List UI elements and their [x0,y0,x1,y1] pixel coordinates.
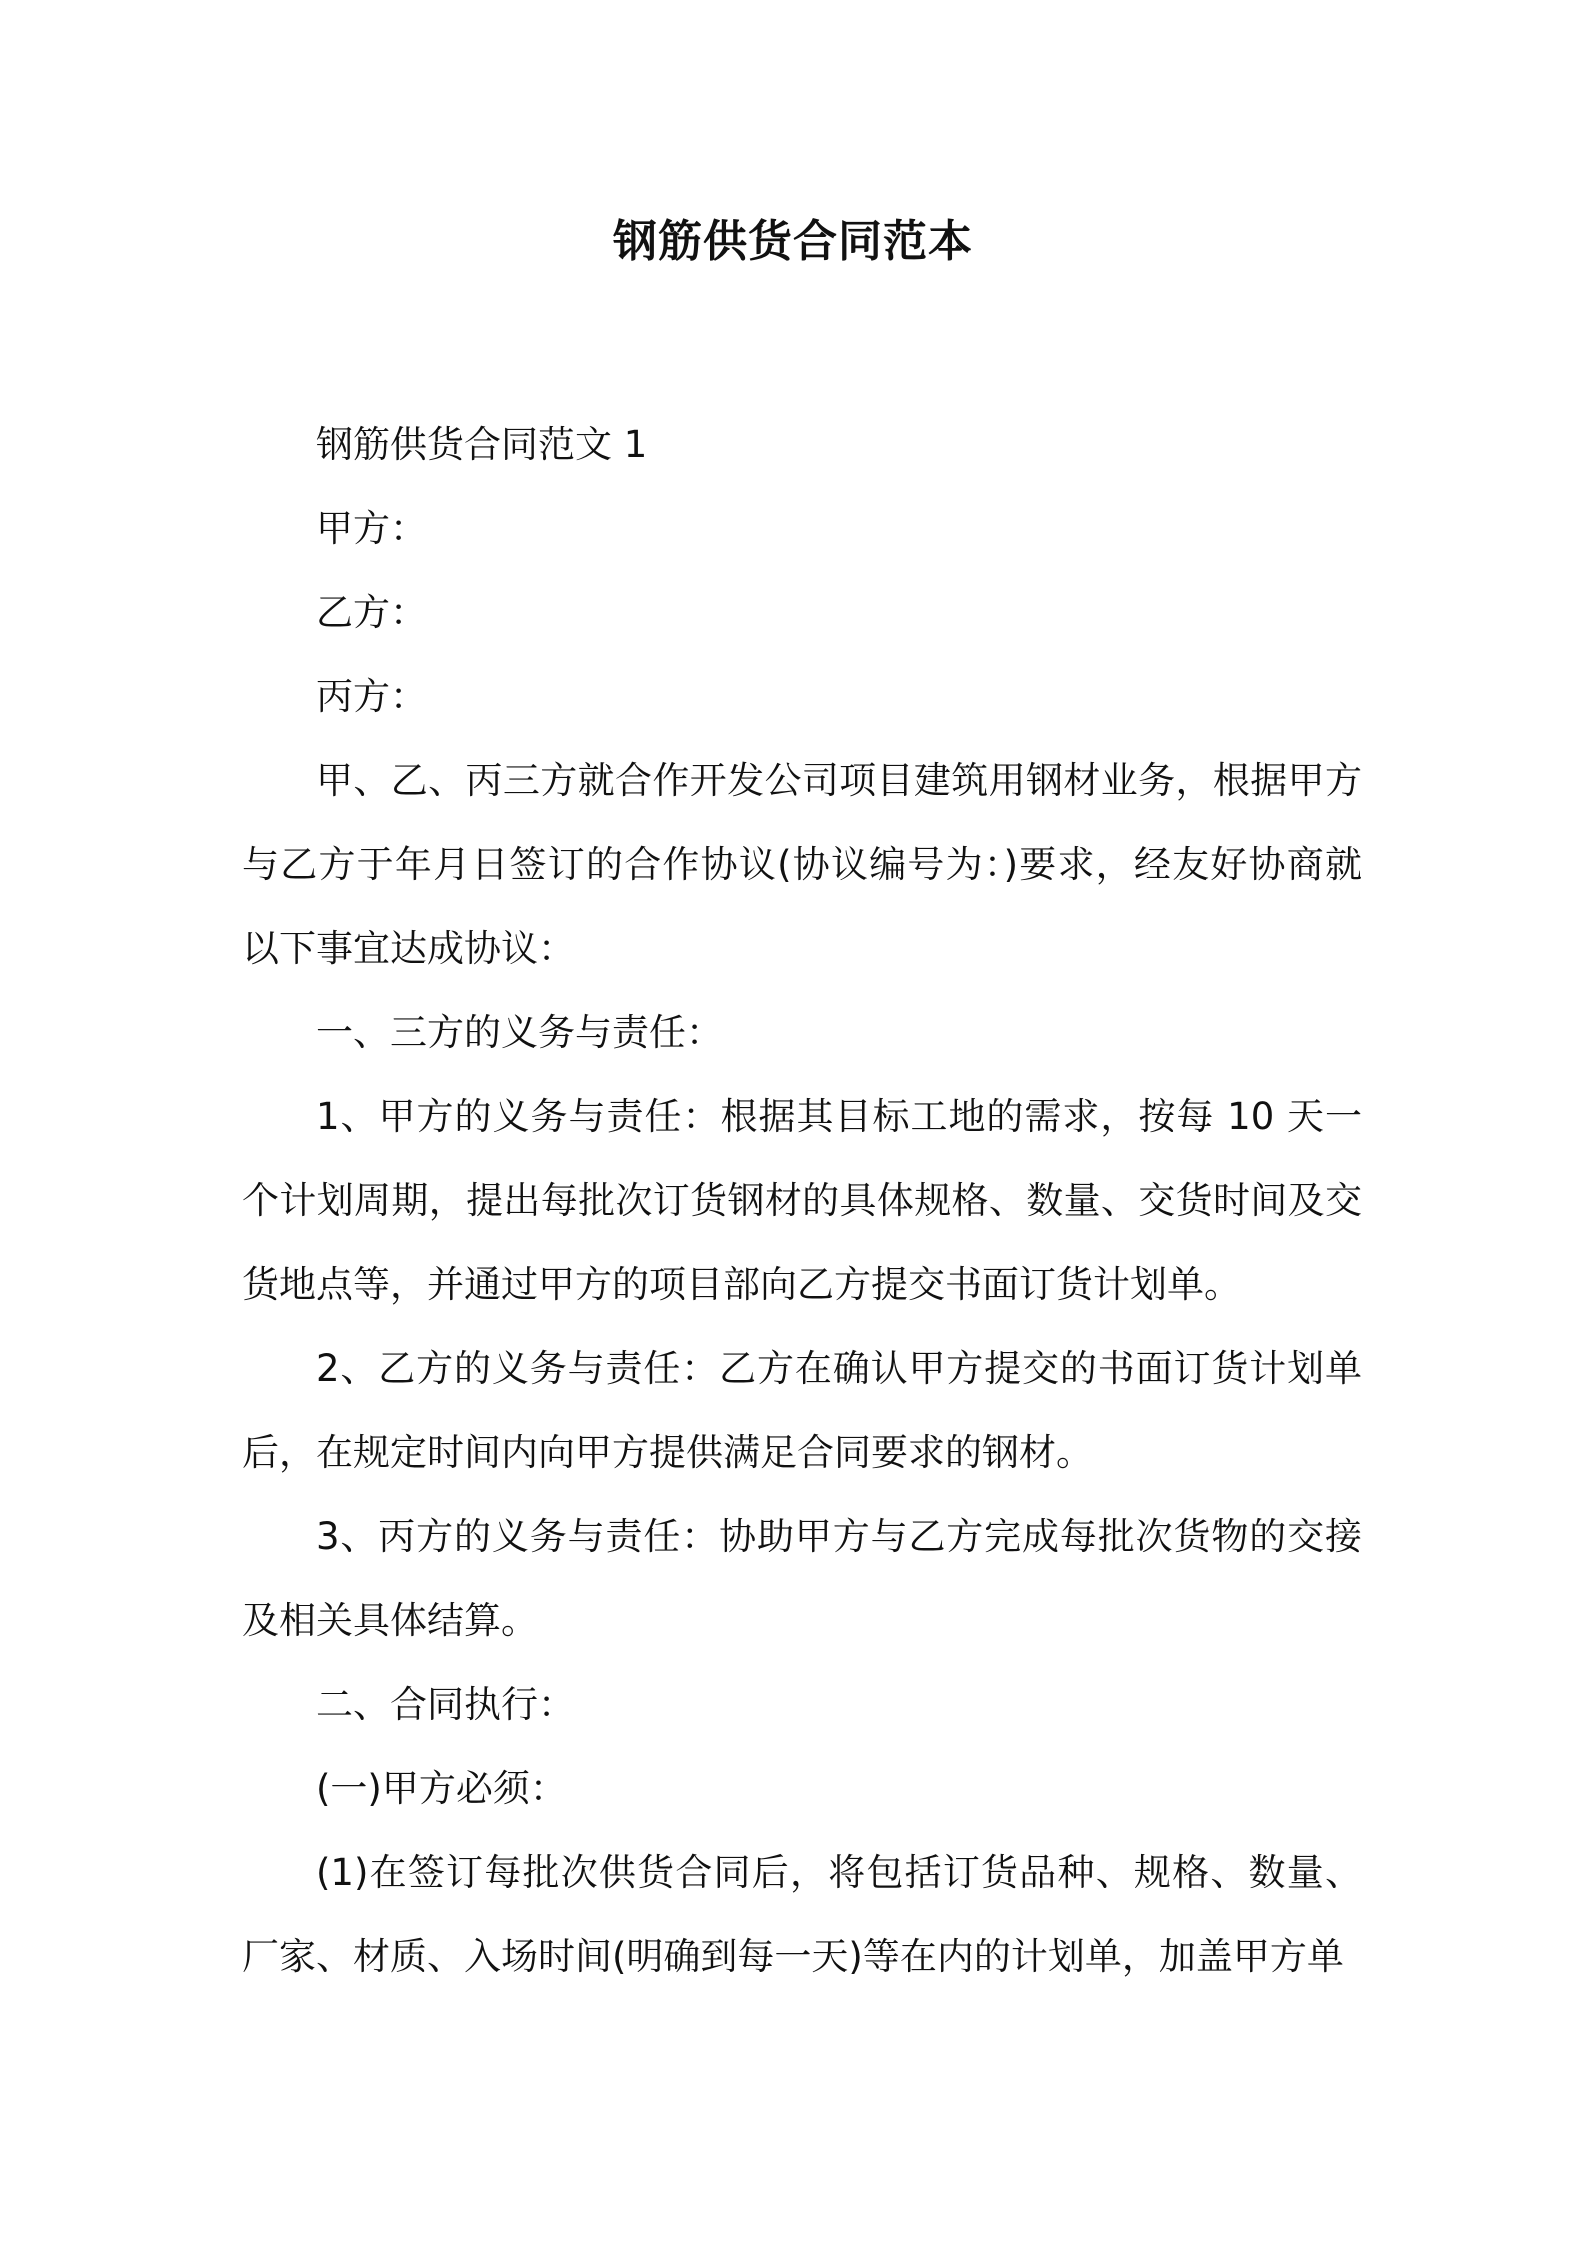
paragraph: 乙方： [316,591,427,634]
paragraph: (一)甲方必须： [316,1767,567,1810]
paragraph: 1、甲方的义务与责任：根据其目标工地的需求，按每 10 天一个计划周期，提出每批次订货钢材的具体规格、数量、交货时间及交货地点等，并通过甲方的项目部向乙方提交书面订货计划单。 [242,1095,1362,1306]
paragraph: (1)在签订每批次供货合同后，将包括订货品种、规格、数量、厂家、材质、入场时间(明确到每一天)等在内的计划单，加盖甲方单 [242,1851,1362,1978]
paragraph: 一、三方的义务与责任： [316,1011,723,1054]
paragraph: 二、合同执行： [316,1683,575,1726]
document-title: 钢筋供货合同范本 [613,216,973,267]
paragraph: 丙方： [316,675,427,718]
paragraph: 甲、乙、丙三方就合作开发公司项目建筑用钢材业务，根据甲方与乙方于年月日签订的合作协议(协议编号为：)要求，经友好协商就以下事宜达成协议： [242,759,1362,970]
paragraph: 甲方： [316,507,427,550]
document-body [242,403,1362,1999]
paragraph: 钢筋供货合同范文 1 [316,423,648,466]
paragraph: 2、乙方的义务与责任：乙方在确认甲方提交的书面订货计划单后，在规定时间内向甲方提供满足合同要求的钢材。 [242,1347,1362,1474]
paragraph: 3、丙方的义务与责任：协助甲方与乙方完成每批次货物的交接及相关具体结算。 [242,1515,1362,1642]
